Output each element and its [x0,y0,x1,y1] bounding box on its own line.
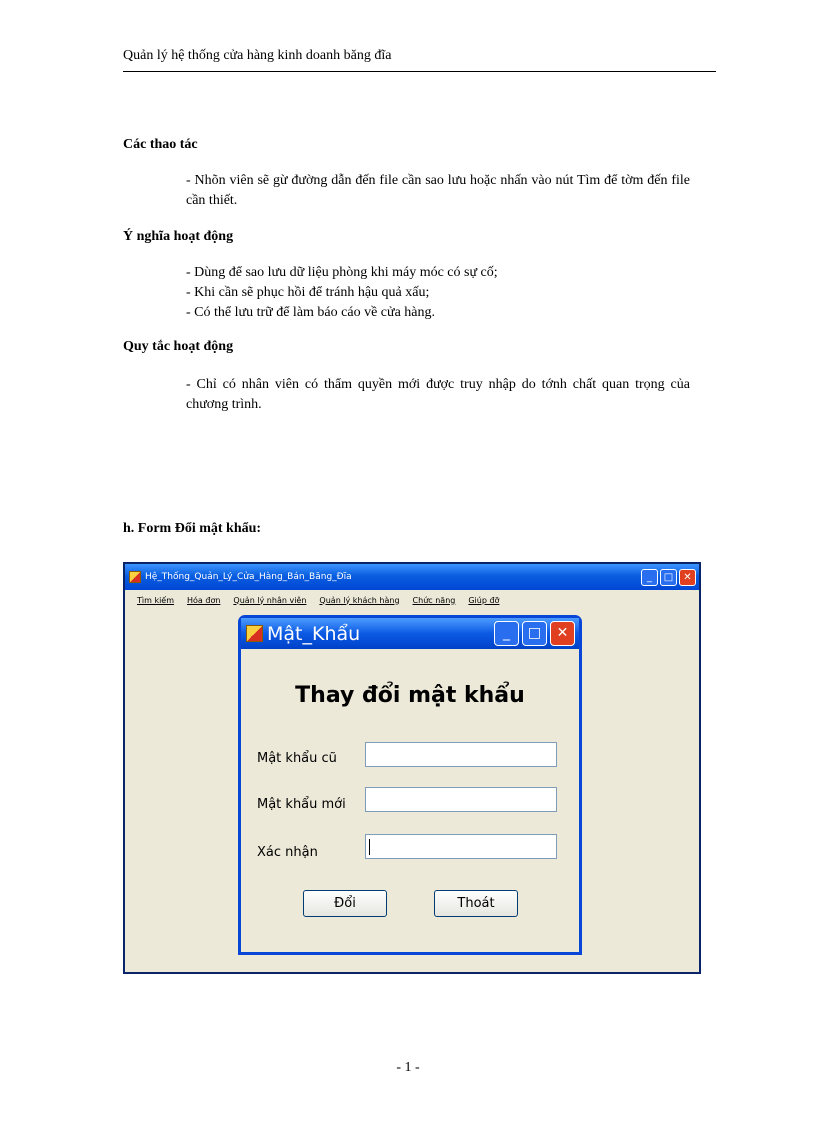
dialog-minimize-icon[interactable]: _ [494,621,519,646]
menu-item-staff[interactable]: Quản lý nhân viên [233,595,307,605]
exit-button[interactable]: Thoát [434,890,518,917]
menu-item-help[interactable]: Giúp đỡ [468,595,500,605]
heading-rules: Quy tắc hoạt động [123,339,234,354]
new-password-input[interactable] [365,787,557,812]
menu-bar [125,590,699,610]
paragraph-line: - Dùng để sao lưu dữ liệu phòng khi máy móc có sự cố; [186,265,498,280]
header-rule [123,71,716,72]
paragraph-line: - Có thể lưu trữ để làm báo cáo về cửa hàng. [186,305,436,320]
heading-actions: Các thao tác [123,137,198,152]
paragraph-rules [186,375,690,415]
confirm-password-label: Xác nhận [257,845,318,860]
main-window-titlebar [125,564,699,590]
paragraph-line: - Khi cần sẽ phục hồi để tránh hậu quả xấu; [186,285,430,300]
dialog-close-icon[interactable]: ✕ [550,621,575,646]
dialog-maximize-icon[interactable]: □ [522,621,547,646]
dialog-app-icon [246,625,263,642]
app-icon [129,571,141,583]
text-caret [369,839,370,855]
old-password-label: Mật khẩu cũ [257,751,337,766]
paragraph-actions [186,171,690,211]
running-header: Quản lý hệ thống cửa hàng kinh doanh băng đĩa [123,48,392,63]
heading-meaning: Ý nghĩa hoạt động [123,229,234,244]
menu-item-invoice[interactable]: Hóa đơn [187,595,221,605]
old-password-input[interactable] [365,742,557,767]
password-dialog [238,615,582,955]
minimize-icon[interactable]: _ [641,569,658,586]
confirm-password-input[interactable] [365,834,557,859]
menu-item-functions[interactable]: Chức năng [412,595,456,605]
maximize-icon[interactable]: □ [660,569,677,586]
dialog-titlebar [241,618,579,649]
paragraph-line: - Chỉ có nhân viên có thẩm quyền mới được truy nhập do tớnh chất quan trọng của chương trình. [186,377,690,412]
new-password-label: Mật khẩu mới [257,797,346,812]
main-window-title: Hệ_Thống_Quản_Lý_Cửa_Hàng_Bán_Băng_Đĩa [145,572,352,582]
dialog-title: Mật_Khẩu [267,622,361,645]
menu-item-customers[interactable]: Quản lý khách hàng [319,595,400,605]
form-heading: h. Form Đổi mật khẩu: [123,521,262,536]
paragraph-meaning [186,263,690,323]
change-button[interactable]: Đổi [303,890,387,917]
paragraph-line: - Nhõn viên sẽ gừ đường dẫn đến file cần sao lưu hoặc nhấn vào nút Tìm để tờm đến file cần thiết. [186,173,690,208]
close-icon[interactable]: ✕ [679,569,696,586]
dialog-heading: Thay đổi mật khẩu [295,683,525,708]
page-number: - 1 - [396,1060,420,1075]
app-screenshot [123,562,701,974]
menu-item-search[interactable]: Tìm kiếm [137,595,175,605]
